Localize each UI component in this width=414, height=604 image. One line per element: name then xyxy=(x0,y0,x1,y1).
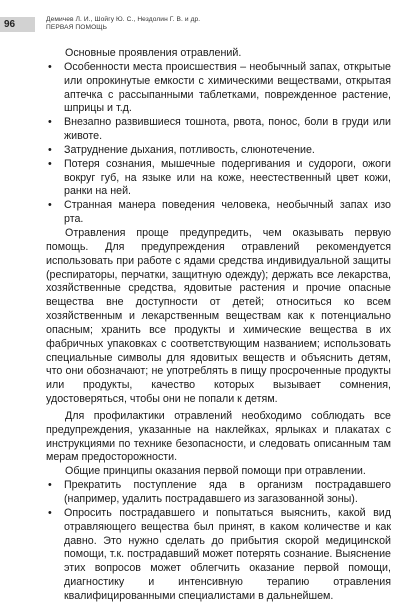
warnings-paragraph: Для профилактики отравлений необходимо соблюдать все предупреждения, указанные на наклейках, ярлыках и плакатах с инструкциями по технике безопасности, и следовать описанным там мерам предосторожности. xyxy=(46,409,391,464)
bullet-icon: • xyxy=(48,506,52,519)
bullet-icon: • xyxy=(48,199,52,212)
header-book-title: ПЕРВАЯ ПОМОЩЬ xyxy=(46,24,108,31)
bullet-icon: • xyxy=(48,116,52,129)
list-item: • Потеря сознания, мышечные подергивания и судороги, ожоги вокруг губ, на языке или на коже, неестественный цвет кожи, ранки на ней. xyxy=(48,157,391,198)
page-number: 96 xyxy=(4,19,16,30)
list-item: • Затруднение дыхания, потливость, слюнотечение. xyxy=(48,143,315,156)
poisoning-signs-list xyxy=(46,61,391,227)
list-item: • Странная манера поведения человека, необычный запах изо рта. xyxy=(48,199,391,226)
bullet-icon: • xyxy=(48,157,52,170)
page-number-tab xyxy=(0,17,35,32)
header-authors: Демичев Л. И., Шойгу Ю. С., Нездолин Г. В. и др. xyxy=(46,16,201,23)
first-aid-principles-list xyxy=(46,479,391,604)
list-item: • Внезапно развившиеся тошнота, рвота, понос, боли в груди или животе. xyxy=(48,116,391,143)
list-item: • Особенности места происшествия – необычный запах, открытые или опрокинутые емкости с химическими веществами, открытая аптечка с рассыпанными таблетками, поврежденное растение, шприцы и т.д. xyxy=(48,60,391,115)
body-text xyxy=(46,47,391,604)
list-item: • Опросить пострадавшего и попытаться выяснить, какой вид отравляющего вещества был принят, в каком количестве и как давно. Это нужно сделать до прибытия скорой медицинской помощи, т.к. пострадавший может потерять сознание. Выяснение этих вопросов может облегчить оказание первой помощи, диагностику и интенсивную терапию отравления квалифицированными специалистами в дальнейшем. xyxy=(48,506,391,602)
prevention-paragraph: Отравления проще предупредить, чем оказывать первую помощь. Для предупреждения отравлений рекомендуется использовать при работе с ядами средства индивидуальной защиты (респираторы, перчатки, защитную одежду); держать все лекарства, хозяйственные средства, ядовитые растения и прочие опасные вещества вне доступности от детей; относиться ко всем хозяйственным и лекарственным веществам как к потенциально опасным; хранить все продукты и химические вещества в их фабричных упаковках с соответствующим названием; использовать специальные символы для ядовитых веществ и объяснить детям, что они обозначают; не употреблять в пищу просроченные продукты или продукты, качество которых вызывает сомнения, удостоверяться, чтобы они не попали к детям. xyxy=(46,226,391,406)
intro-paragraph: Основные проявления отравлений. xyxy=(65,47,242,59)
bullet-icon: • xyxy=(48,143,52,156)
running-header xyxy=(0,0,414,40)
list-item: • Прекратить поступление яда в организм пострадавшего (например, удалить пострадавшего из загазованной зоны). xyxy=(48,479,391,505)
running-header-text xyxy=(46,16,200,32)
bullet-icon: • xyxy=(48,479,52,492)
principles-title: Общие принципы оказания первой помощи при отравлении. xyxy=(65,465,366,478)
bullet-icon: • xyxy=(48,60,52,73)
